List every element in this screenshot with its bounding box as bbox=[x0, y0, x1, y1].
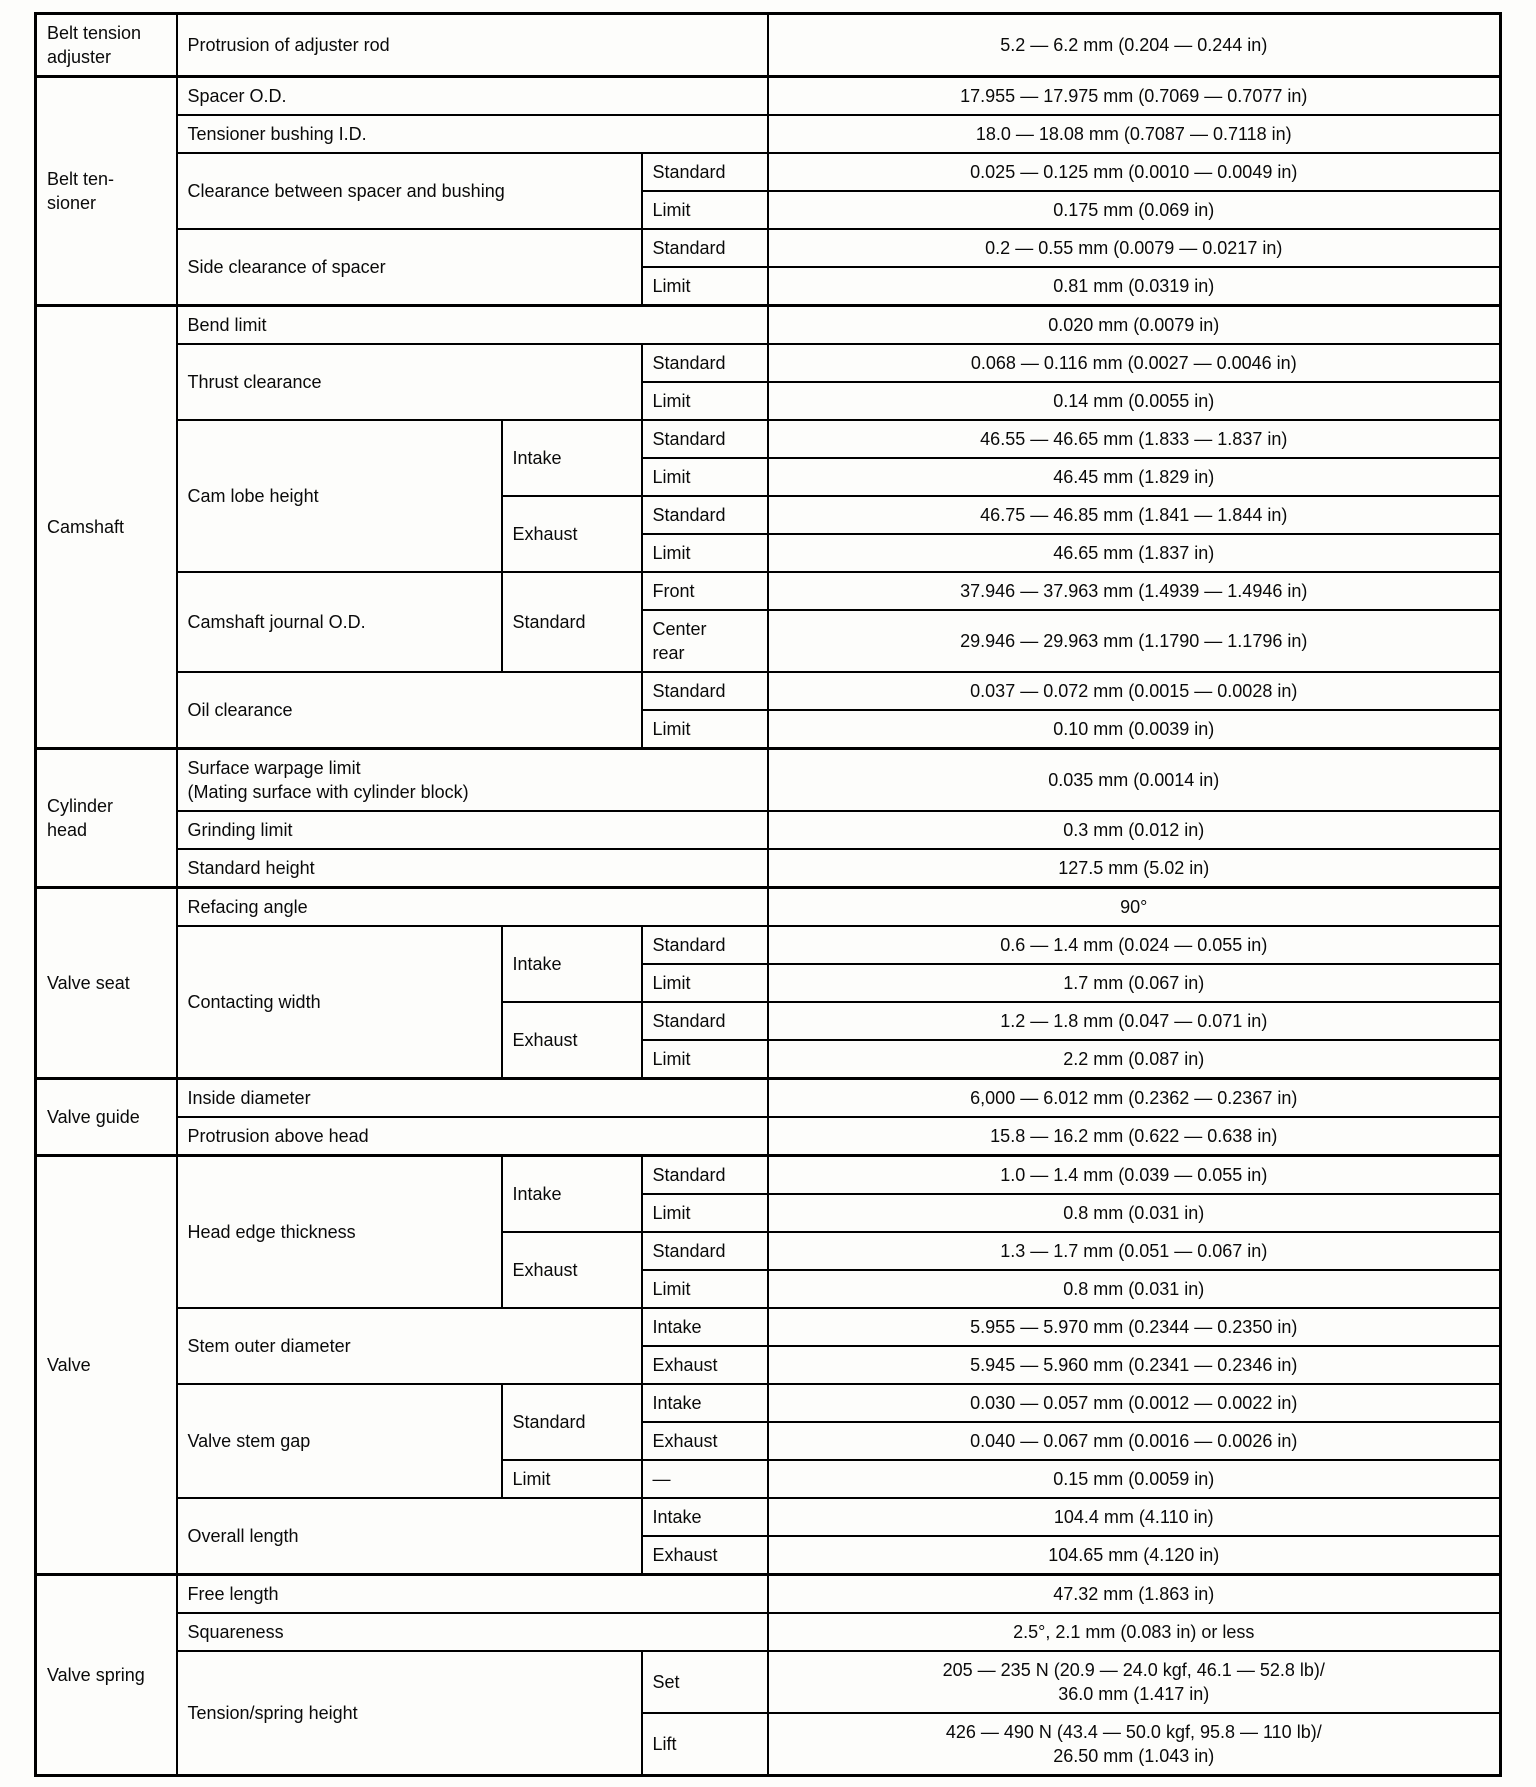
table-cell-item: Thrust clearance bbox=[177, 344, 642, 420]
table-cell-sub: Standard bbox=[502, 1384, 642, 1460]
table-cell-sub: Intake bbox=[502, 926, 642, 1002]
table-cell-sub: Standard bbox=[642, 1232, 768, 1270]
table-cell-sub: Lift bbox=[642, 1713, 768, 1776]
table-cell-item: Protrusion of adjuster rod bbox=[177, 14, 768, 77]
table-cell-sub: Standard bbox=[642, 926, 768, 964]
table-cell-item: Refacing angle bbox=[177, 888, 768, 927]
table-row bbox=[36, 14, 1501, 77]
table-cell-value: 0.030 — 0.057 mm (0.0012 — 0.0022 in) bbox=[768, 1384, 1501, 1422]
table-cell-value: 5.945 — 5.960 mm (0.2341 — 0.2346 in) bbox=[768, 1346, 1501, 1384]
table-cell-value: 37.946 — 37.963 mm (1.4939 — 1.4946 in) bbox=[768, 572, 1501, 610]
table-cell-sub: Limit bbox=[642, 458, 768, 496]
table-cell-sub: Standard bbox=[642, 672, 768, 710]
table-cell-value: 104.4 mm (4.110 in) bbox=[768, 1498, 1501, 1536]
table-cell-value: 1.2 — 1.8 mm (0.047 — 0.071 in) bbox=[768, 1002, 1501, 1040]
table-cell-sub: Limit bbox=[642, 1194, 768, 1232]
table-cell-value: 5.2 — 6.2 mm (0.204 — 0.244 in) bbox=[768, 14, 1501, 77]
table-cell-sub: Front bbox=[642, 572, 768, 610]
table-cell-sub: Center rear bbox=[642, 610, 768, 672]
table-cell-value: 0.068 — 0.116 mm (0.0027 — 0.0046 in) bbox=[768, 344, 1501, 382]
table-cell-value: 0.037 — 0.072 mm (0.0015 — 0.0028 in) bbox=[768, 672, 1501, 710]
table-cell-sub: Limit bbox=[502, 1460, 642, 1498]
table-cell-sub: Exhaust bbox=[502, 496, 642, 572]
table-cell-item: Overall length bbox=[177, 1498, 642, 1575]
table-cell-value: 46.75 — 46.85 mm (1.841 — 1.844 in) bbox=[768, 496, 1501, 534]
table-cell-value: 0.025 — 0.125 mm (0.0010 — 0.0049 in) bbox=[768, 153, 1501, 191]
spec-table bbox=[34, 12, 1502, 1777]
table-row bbox=[36, 1117, 1501, 1156]
table-row bbox=[36, 1498, 1501, 1536]
table-cell-category: Valve spring bbox=[36, 1575, 177, 1776]
table-row bbox=[36, 926, 1501, 964]
table-cell-item: Valve stem gap bbox=[177, 1384, 502, 1498]
table-cell-value: 46.65 mm (1.837 in) bbox=[768, 534, 1501, 572]
table-row bbox=[36, 572, 1501, 610]
table-cell-value: 127.5 mm (5.02 in) bbox=[768, 849, 1501, 888]
table-cell-value: 2.2 mm (0.087 in) bbox=[768, 1040, 1501, 1079]
table-row bbox=[36, 1308, 1501, 1346]
table-cell-value: 0.10 mm (0.0039 in) bbox=[768, 710, 1501, 749]
table-cell-item: Head edge thickness bbox=[177, 1156, 502, 1309]
table-cell-item: Surface warpage limit (Mating surface with cylinder block) bbox=[177, 749, 768, 812]
table-cell-sub: Intake bbox=[642, 1308, 768, 1346]
table-row bbox=[36, 888, 1501, 927]
table-cell-value: 17.955 — 17.975 mm (0.7069 — 0.7077 in) bbox=[768, 77, 1501, 116]
table-cell-value: 205 — 235 N (20.9 — 24.0 kgf, 46.1 — 52.8 lb)/ 36.0 mm (1.417 in) bbox=[768, 1651, 1501, 1713]
table-cell-sub: Limit bbox=[642, 382, 768, 420]
table-cell-sub: Standard bbox=[642, 344, 768, 382]
table-cell-sub: Limit bbox=[642, 964, 768, 1002]
table-cell-category: Valve seat bbox=[36, 888, 177, 1079]
table-cell-sub: Standard bbox=[642, 229, 768, 267]
table-cell-value: 0.8 mm (0.031 in) bbox=[768, 1270, 1501, 1308]
table-cell-category: Belt ten- sioner bbox=[36, 77, 177, 306]
table-cell-category: Belt tension adjuster bbox=[36, 14, 177, 77]
table-row bbox=[36, 672, 1501, 710]
table-cell-item: Contacting width bbox=[177, 926, 502, 1079]
table-cell-item: Clearance between spacer and bushing bbox=[177, 153, 642, 229]
table-row bbox=[36, 1613, 1501, 1651]
spec-table-body bbox=[36, 14, 1501, 1776]
table-row bbox=[36, 77, 1501, 116]
table-cell-sub: Standard bbox=[642, 420, 768, 458]
table-cell-sub: Limit bbox=[642, 267, 768, 306]
table-cell-value: 29.946 — 29.963 mm (1.1790 — 1.1796 in) bbox=[768, 610, 1501, 672]
table-row bbox=[36, 420, 1501, 458]
table-cell-sub: Limit bbox=[642, 710, 768, 749]
table-cell-value: 18.0 — 18.08 mm (0.7087 — 0.7118 in) bbox=[768, 115, 1501, 153]
table-cell-value: 1.7 mm (0.067 in) bbox=[768, 964, 1501, 1002]
table-cell-value: 0.3 mm (0.012 in) bbox=[768, 811, 1501, 849]
table-row bbox=[36, 344, 1501, 382]
table-cell-item: Tension/spring height bbox=[177, 1651, 642, 1776]
table-cell-value: 0.2 — 0.55 mm (0.0079 — 0.0217 in) bbox=[768, 229, 1501, 267]
table-cell-value: 90° bbox=[768, 888, 1501, 927]
table-row bbox=[36, 115, 1501, 153]
table-cell-sub: Standard bbox=[502, 572, 642, 672]
table-cell-sub: Limit bbox=[642, 1040, 768, 1079]
table-cell-value: 1.0 — 1.4 mm (0.039 — 0.055 in) bbox=[768, 1156, 1501, 1195]
table-cell-sub: Intake bbox=[502, 1156, 642, 1233]
table-cell-item: Stem outer diameter bbox=[177, 1308, 642, 1384]
table-cell-sub: Exhaust bbox=[502, 1002, 642, 1079]
table-cell-item: Side clearance of spacer bbox=[177, 229, 642, 306]
table-cell-value: 0.035 mm (0.0014 in) bbox=[768, 749, 1501, 812]
table-cell-item: Free length bbox=[177, 1575, 768, 1614]
table-cell-sub: Exhaust bbox=[642, 1536, 768, 1575]
table-row bbox=[36, 306, 1501, 345]
table-cell-sub: — bbox=[642, 1460, 768, 1498]
table-row bbox=[36, 1079, 1501, 1118]
table-cell-value: 0.8 mm (0.031 in) bbox=[768, 1194, 1501, 1232]
table-cell-value: 46.55 — 46.65 mm (1.833 — 1.837 in) bbox=[768, 420, 1501, 458]
table-row bbox=[36, 1156, 1501, 1195]
table-cell-item: Tensioner bushing I.D. bbox=[177, 115, 768, 153]
table-cell-item: Bend limit bbox=[177, 306, 768, 345]
table-row bbox=[36, 811, 1501, 849]
table-cell-value: 0.14 mm (0.0055 in) bbox=[768, 382, 1501, 420]
table-row bbox=[36, 1575, 1501, 1614]
table-cell-sub: Standard bbox=[642, 153, 768, 191]
table-cell-item: Grinding limit bbox=[177, 811, 768, 849]
table-cell-value: 0.020 mm (0.0079 in) bbox=[768, 306, 1501, 345]
table-cell-sub: Intake bbox=[502, 420, 642, 496]
table-cell-sub: Intake bbox=[642, 1498, 768, 1536]
table-cell-item: Camshaft journal O.D. bbox=[177, 572, 502, 672]
table-cell-sub: Exhaust bbox=[642, 1346, 768, 1384]
table-cell-value: 104.65 mm (4.120 in) bbox=[768, 1536, 1501, 1575]
table-cell-category: Camshaft bbox=[36, 306, 177, 749]
table-cell-item: Inside diameter bbox=[177, 1079, 768, 1118]
table-cell-sub: Intake bbox=[642, 1384, 768, 1422]
table-cell-value: 6,000 — 6.012 mm (0.2362 — 0.2367 in) bbox=[768, 1079, 1501, 1118]
table-cell-item: Cam lobe height bbox=[177, 420, 502, 572]
table-cell-value: 15.8 — 16.2 mm (0.622 — 0.638 in) bbox=[768, 1117, 1501, 1156]
table-row bbox=[36, 1651, 1501, 1713]
table-cell-value: 0.175 mm (0.069 in) bbox=[768, 191, 1501, 229]
table-cell-value: 46.45 mm (1.829 in) bbox=[768, 458, 1501, 496]
table-row bbox=[36, 749, 1501, 812]
table-cell-sub: Standard bbox=[642, 1156, 768, 1195]
table-row bbox=[36, 153, 1501, 191]
table-cell-category: Valve bbox=[36, 1156, 177, 1575]
table-cell-value: 2.5°, 2.1 mm (0.083 in) or less bbox=[768, 1613, 1501, 1651]
table-row bbox=[36, 1384, 1501, 1422]
table-cell-sub: Exhaust bbox=[502, 1232, 642, 1308]
table-cell-value: 426 — 490 N (43.4 — 50.0 kgf, 95.8 — 110 lb)/ 26.50 mm (1.043 in) bbox=[768, 1713, 1501, 1776]
table-cell-item: Protrusion above head bbox=[177, 1117, 768, 1156]
table-cell-value: 0.040 — 0.067 mm (0.0016 — 0.0026 in) bbox=[768, 1422, 1501, 1460]
table-cell-sub: Set bbox=[642, 1651, 768, 1713]
table-cell-value: 1.3 — 1.7 mm (0.051 — 0.067 in) bbox=[768, 1232, 1501, 1270]
table-row bbox=[36, 229, 1501, 267]
table-cell-item: Standard height bbox=[177, 849, 768, 888]
table-cell-category: Valve guide bbox=[36, 1079, 177, 1156]
table-cell-value: 0.6 — 1.4 mm (0.024 — 0.055 in) bbox=[768, 926, 1501, 964]
table-cell-value: 0.81 mm (0.0319 in) bbox=[768, 267, 1501, 306]
table-cell-item: Oil clearance bbox=[177, 672, 642, 749]
table-row bbox=[36, 849, 1501, 888]
table-cell-sub: Limit bbox=[642, 1270, 768, 1308]
table-cell-sub: Limit bbox=[642, 191, 768, 229]
table-cell-item: Spacer O.D. bbox=[177, 77, 768, 116]
table-cell-sub: Exhaust bbox=[642, 1422, 768, 1460]
table-cell-item: Squareness bbox=[177, 1613, 768, 1651]
table-cell-category: Cylinder head bbox=[36, 749, 177, 888]
table-cell-value: 0.15 mm (0.0059 in) bbox=[768, 1460, 1501, 1498]
table-cell-sub: Standard bbox=[642, 1002, 768, 1040]
table-cell-value: 47.32 mm (1.863 in) bbox=[768, 1575, 1501, 1614]
table-cell-sub: Limit bbox=[642, 534, 768, 572]
table-cell-sub: Standard bbox=[642, 496, 768, 534]
table-cell-value: 5.955 — 5.970 mm (0.2344 — 0.2350 in) bbox=[768, 1308, 1501, 1346]
